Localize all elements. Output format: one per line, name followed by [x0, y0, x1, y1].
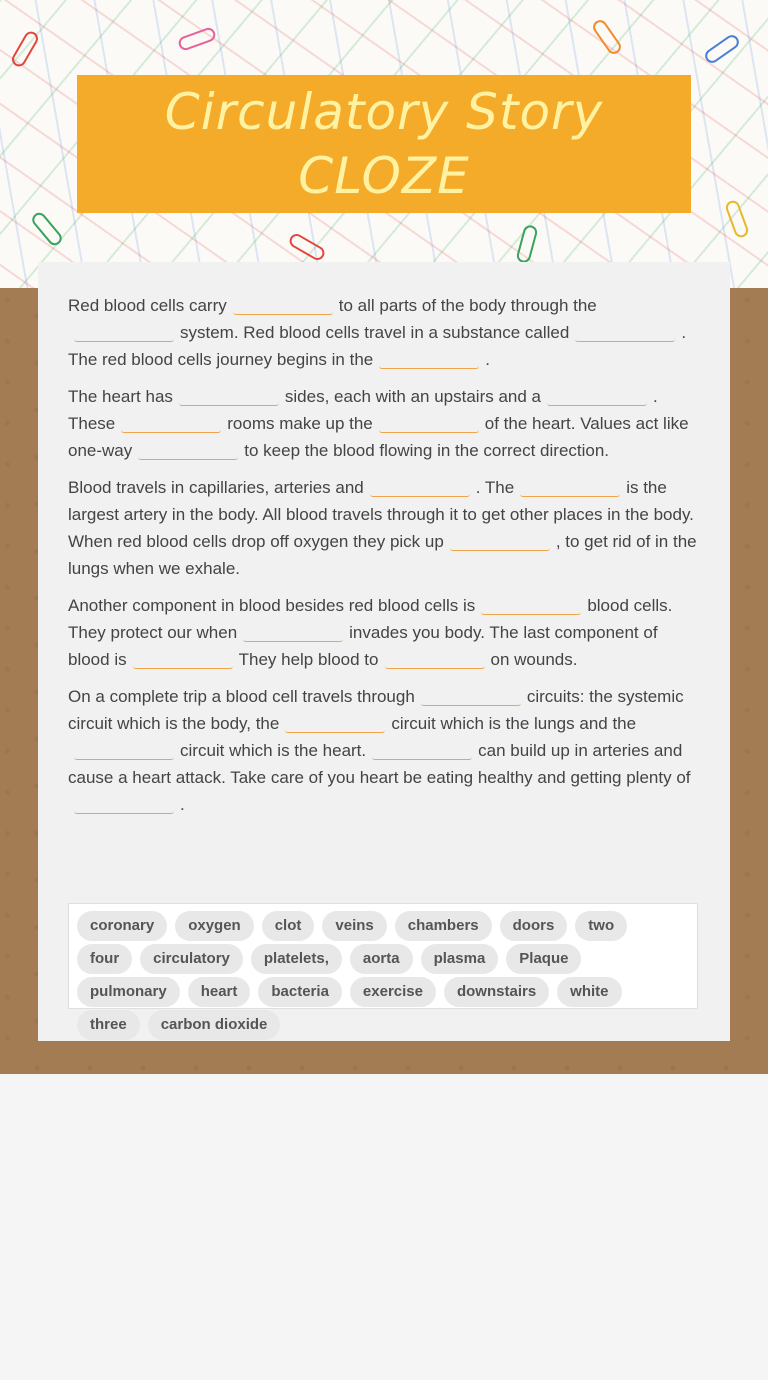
answer-blank[interactable] [450, 532, 550, 551]
story-text: They help blood to [238, 650, 379, 669]
story-text: Blood travels in capillaries, arteries and [68, 478, 364, 497]
story-text: circuit which is the heart. [180, 741, 367, 760]
story-text: . The [475, 478, 515, 497]
answer-blank[interactable] [74, 323, 174, 342]
answer-blank[interactable] [133, 650, 233, 669]
story-text: . [485, 350, 490, 369]
word-chip[interactable]: white [557, 977, 621, 1007]
word-chip[interactable]: oxygen [175, 911, 254, 941]
story-text: rooms make up the [227, 414, 373, 433]
word-chip[interactable]: pulmonary [77, 977, 180, 1007]
word-chip[interactable]: carbon dioxide [148, 1010, 281, 1040]
word-chip[interactable]: doors [500, 911, 568, 941]
story-text: on wounds. [490, 650, 578, 669]
answer-blank[interactable] [575, 323, 675, 342]
story-paragraph [68, 592, 700, 673]
cloze-story [68, 292, 700, 828]
story-text: The heart has [68, 387, 173, 406]
word-chip[interactable]: downstairs [444, 977, 549, 1007]
answer-blank[interactable] [74, 741, 174, 760]
word-chip[interactable]: four [77, 944, 132, 974]
answer-blank[interactable] [179, 387, 279, 406]
story-text: On a complete trip a blood cell travels through [68, 687, 415, 706]
story-text: invades you body. The last component of blood is [68, 623, 658, 669]
answer-blank[interactable] [285, 714, 385, 733]
story-text: circuit which is the lungs and the [391, 714, 637, 733]
story-text: is the largest artery in the body. All blood travels through it to get other places in the body. When red blood cells drop off oxygen they pick up [68, 478, 694, 551]
story-text: can build up in arteries and cause a heart attack. Take care of you heart be eating healthy and getting plenty of [68, 741, 691, 787]
word-chip[interactable]: bacteria [258, 977, 342, 1007]
paperclip-icon [515, 224, 538, 264]
word-chip[interactable]: three [77, 1010, 140, 1040]
story-text: system. Red blood cells travel in a substance called [180, 323, 570, 342]
story-text: to keep the blood flowing in the correct direction. [244, 441, 610, 460]
word-chip[interactable]: plasma [421, 944, 499, 974]
story-paragraph [68, 683, 700, 818]
story-text: to all parts of the body through the [338, 296, 597, 315]
word-chip[interactable]: chambers [395, 911, 492, 941]
answer-blank[interactable] [243, 623, 343, 642]
word-chip[interactable]: clot [262, 911, 315, 941]
paperclip-icon [177, 26, 217, 52]
paperclip-icon [724, 199, 750, 239]
title-banner [77, 75, 691, 213]
story-paragraph [68, 383, 700, 464]
word-chip[interactable]: heart [188, 977, 251, 1007]
story-text: , to get rid of in the lungs when we exhale. [68, 532, 697, 578]
answer-blank[interactable] [379, 414, 479, 433]
answer-blank[interactable] [547, 387, 647, 406]
story-text: . [180, 795, 185, 814]
paperclip-icon [9, 29, 40, 69]
word-chip[interactable]: veins [322, 911, 386, 941]
answer-blank[interactable] [385, 650, 485, 669]
page-title: Circulatory Story CLOZE [164, 83, 604, 205]
story-text: of the heart. Values act like one-way [68, 414, 689, 460]
word-chip[interactable]: coronary [77, 911, 167, 941]
answer-blank[interactable] [74, 795, 174, 814]
answer-blank[interactable] [233, 296, 333, 315]
story-text: Another component in blood besides red blood cells is [68, 596, 476, 615]
story-text: . The red blood cells journey begins in the [68, 323, 687, 369]
word-chip[interactable]: Plaque [506, 944, 581, 974]
story-paragraph [68, 474, 700, 582]
answer-blank[interactable] [481, 596, 581, 615]
paperclip-icon [590, 17, 623, 56]
paperclip-icon [29, 210, 64, 248]
answer-blank[interactable] [121, 414, 221, 433]
word-chip[interactable]: circulatory [140, 944, 243, 974]
answer-blank[interactable] [138, 441, 238, 460]
story-text: . These [68, 387, 658, 433]
story-text: circuits: the systemic circuit which is the body, the [68, 687, 684, 733]
story-text: sides, each with an upstairs and a [284, 387, 542, 406]
answer-blank[interactable] [421, 687, 521, 706]
answer-blank[interactable] [379, 350, 479, 369]
paperclip-icon [287, 231, 327, 262]
story-text: blood cells. They protect our when [68, 596, 673, 642]
word-bank [68, 903, 698, 1033]
paperclip-icon [702, 32, 741, 65]
word-chip[interactable]: platelets, [251, 944, 342, 974]
word-chip[interactable]: exercise [350, 977, 436, 1007]
word-chip[interactable]: two [575, 911, 627, 941]
answer-blank[interactable] [520, 478, 620, 497]
story-text: Red blood cells carry [68, 296, 227, 315]
story-paragraph [68, 292, 700, 373]
worksheet-card [38, 262, 730, 1041]
answer-blank[interactable] [370, 478, 470, 497]
word-chip[interactable]: aorta [350, 944, 413, 974]
answer-blank[interactable] [372, 741, 472, 760]
